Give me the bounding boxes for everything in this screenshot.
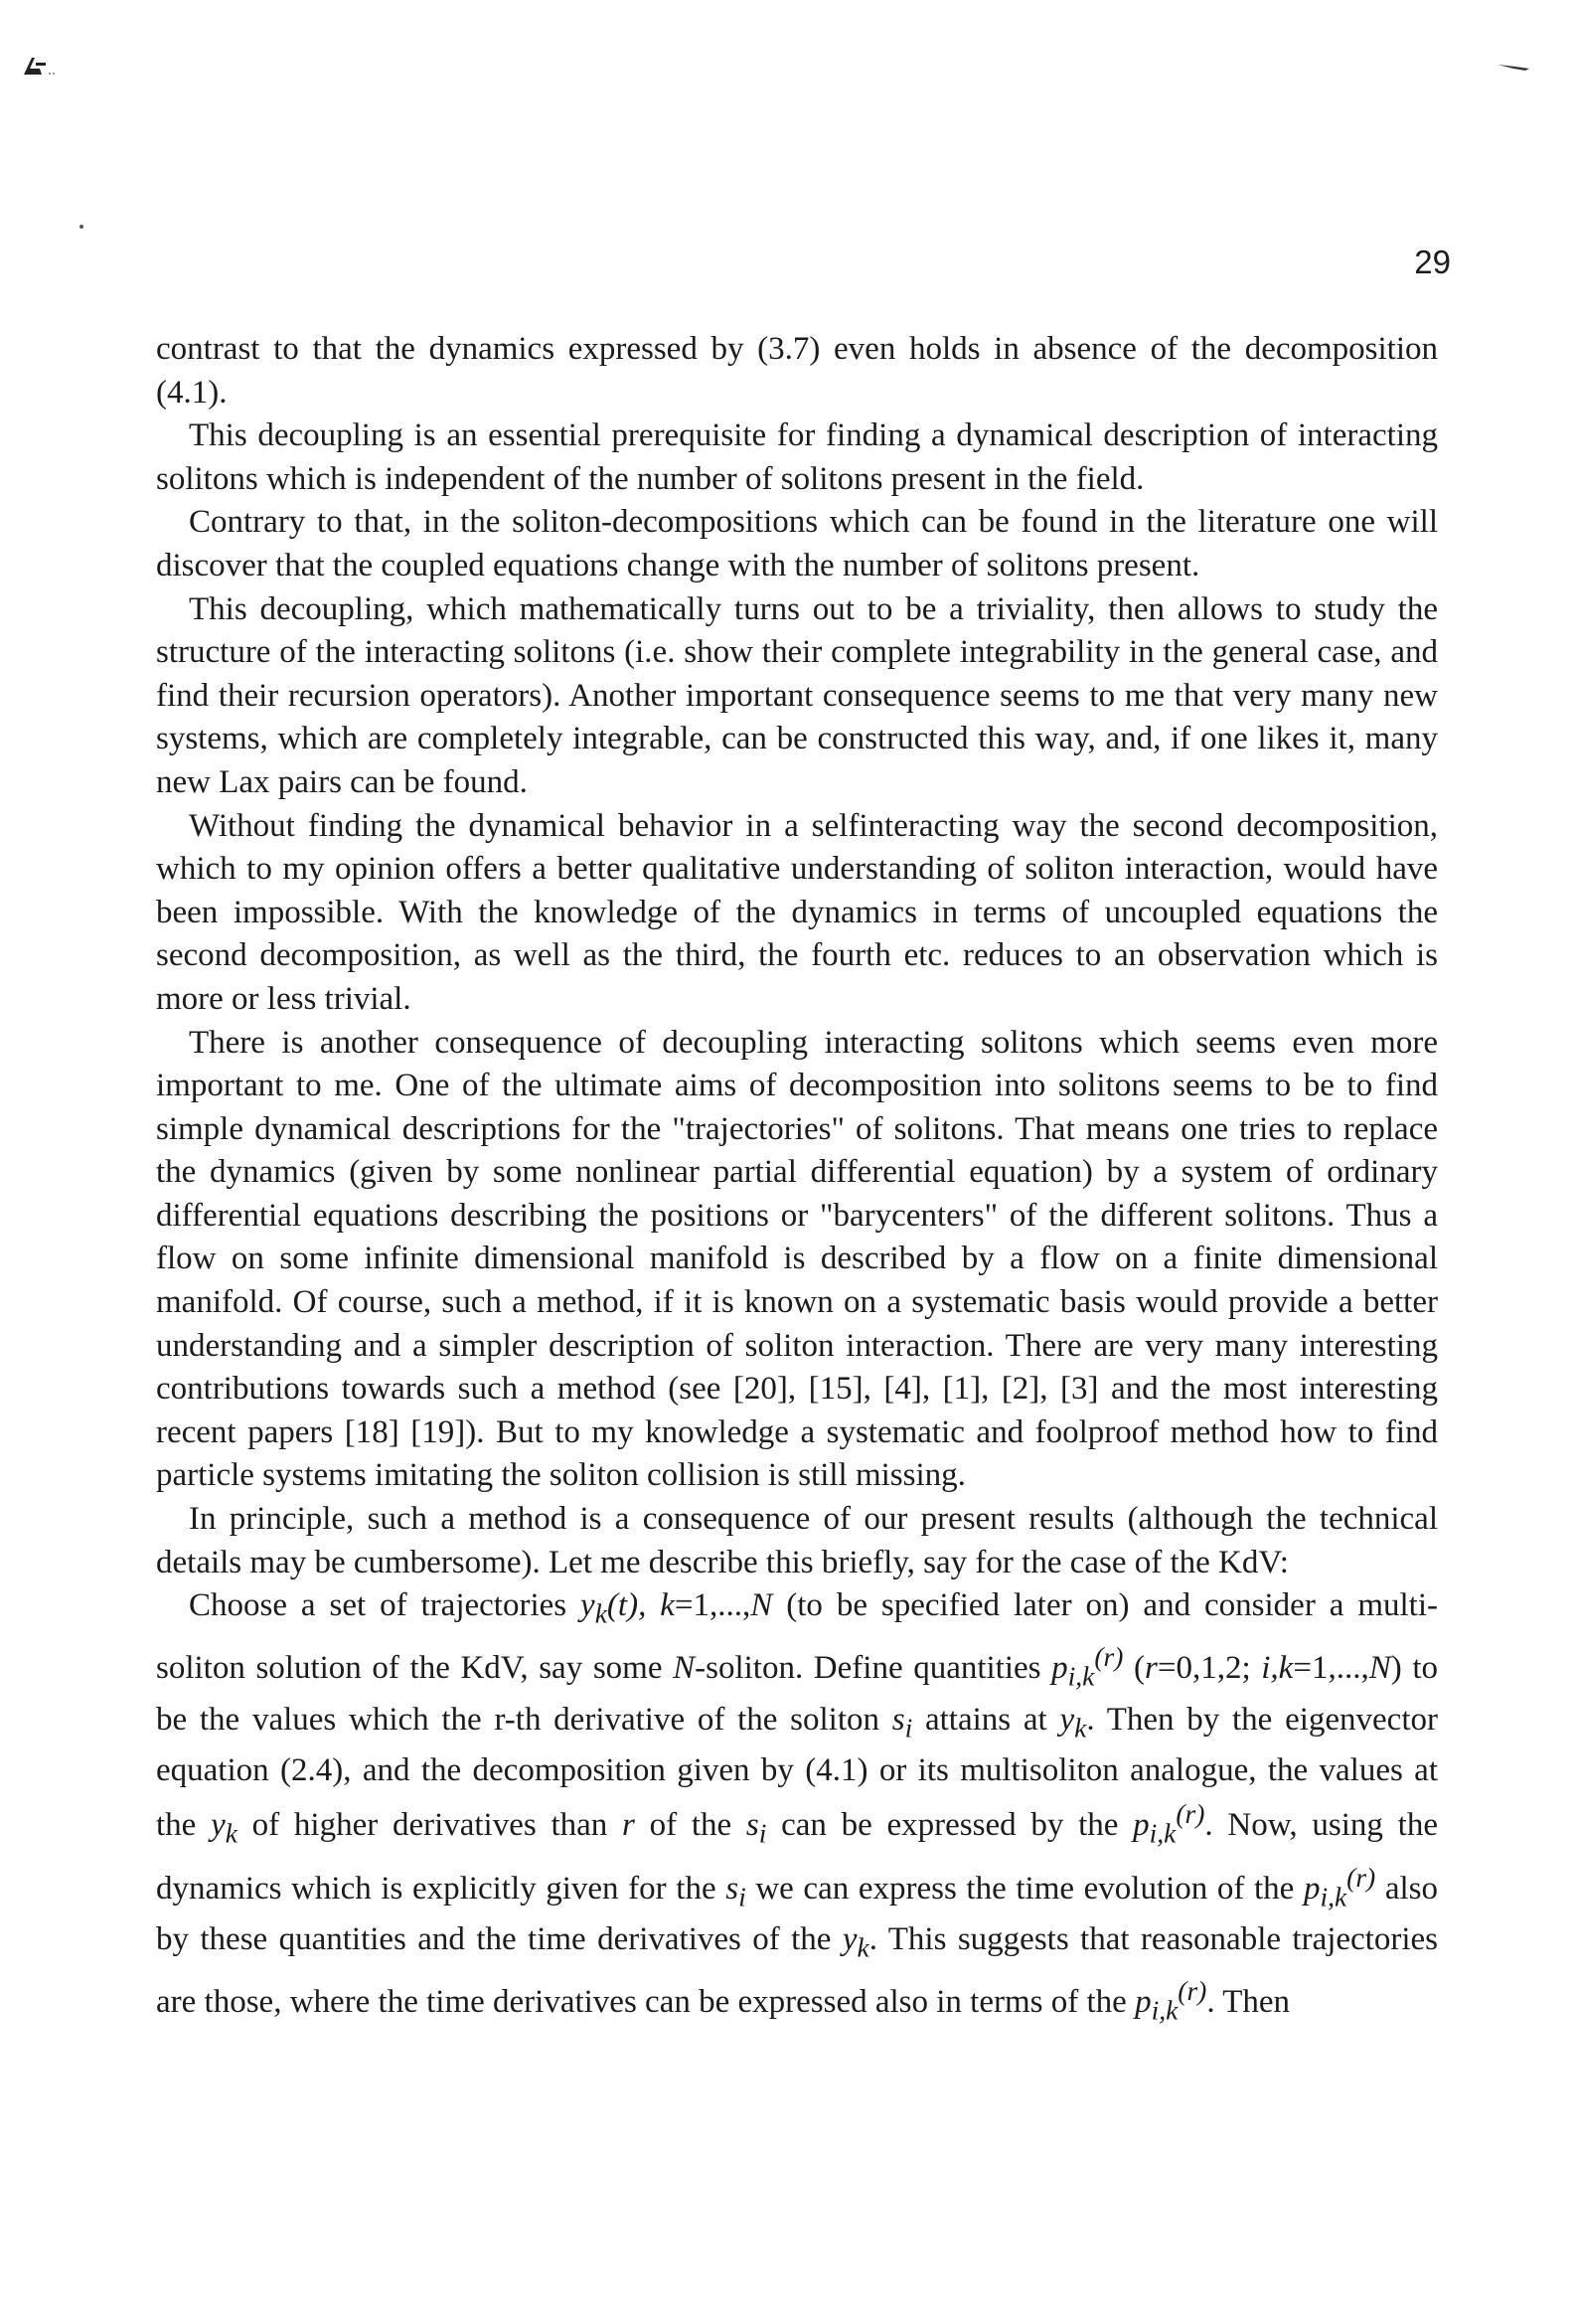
paragraph: This decoupling is an essential prerequisite for finding a dynamical description of interacting solitons which is independent of the number of solitons present in the field. bbox=[156, 417, 1438, 497]
scan-artifact-dot bbox=[79, 225, 83, 229]
paragraph: There is another consequence of decoupling interacting solitons which seems even more important to me. One of the ultimate aims of decomposition into solitons seems to be to find simple dynamical descriptions for the "trajectories" of solitons. That means one tries to replace the dynamics (given by some nonlinear partial differential equation) by a system of ordinary differential equations describing the positions or "barycenters" of the different solitons. Thus a flow on some infinite dimensional manifold is described by a flow on a finite dimensional manifold. Of course, such a method, if it is known on a systematic basis would provide a better understanding and a simpler description of soliton interaction. There are very many interesting contributions towards such a method (see [20], [15], [4], [1], [2], [3] and the most interesting recent papers [18] [19]). But to my knowledge a systematic and foolproof method how to find particle systems imitating the soliton collision is still missing. bbox=[156, 1024, 1438, 1494]
paragraph: Contrary to that, in the soliton-decompositions which can be found in the literature one will discover that the coupled equations change with the number of solitons present. bbox=[156, 504, 1438, 583]
paragraph: Without finding the dynamical behavior in a selfinteracting way the second decomposition, which to my opinion offers a better qualitative understanding of soliton interaction, would have been impossible. With the knowledge of the dynamics in terms of uncoupled equations the second decomposition, as well as the third, the fourth etc. reduces to an observation which is more or less trivial. bbox=[156, 807, 1438, 1017]
paragraph-trajectories: Choose a set of trajectories $y_k(t)$, k=1,...,N (to be specified later on) and consider a multi-soliton solution of the KdV, say some N-soliton. Define quantities $p_{i,k}^{(r)}$ (r=0,1,2; i,k=1,...,N) to be the values which the r-th derivative of the soliton $s_i$ attains at $y_k$. Then by the eigenvector equation (2.4), and the decomposition given by (4.1) or its multisoliton analogue, the values at the $y_k$ of higher derivatives than r of the $s_i$ can be expressed by the $p_{i,k}^{(r)}$. Now, using the dynamics which is explicitly given for the $s_i$ we can express the time evolution of the $p_{i,k}^{(r)}$ also by these quantities and the time derivatives of the $y_k$. This suggests that reasonable trajectories are those, where the time derivatives can be expressed also in terms of the $p_{i,k}^{(r)}$. Then bbox=[156, 1587, 1438, 2026]
paragraph: In principle, such a method is a consequence of our present results (although the technical details may be cumbersome). Let me describe this briefly, say for the case of the KdV: bbox=[156, 1501, 1438, 1580]
paragraph: This decoupling, which mathematically turns out to be a triviality, then allows to study the structure of the interacting solitons (i.e. show their complete integrability in the general case, and find their recursion operators). Another important consequence seems to me that very many new systems, which are completely integrable, can be constructed this way, and, if one likes it, many new Lax pairs can be found. bbox=[156, 590, 1438, 800]
page-number: 29 bbox=[1414, 244, 1451, 280]
scan-artifact-mark bbox=[22, 55, 56, 77]
scan-artifact-smudge bbox=[1496, 62, 1531, 72]
body-text bbox=[156, 328, 1438, 2032]
paragraph: contrast to that the dynamics expressed by (3.7) even holds in absence of the decomposition (4.1). bbox=[156, 331, 1438, 411]
